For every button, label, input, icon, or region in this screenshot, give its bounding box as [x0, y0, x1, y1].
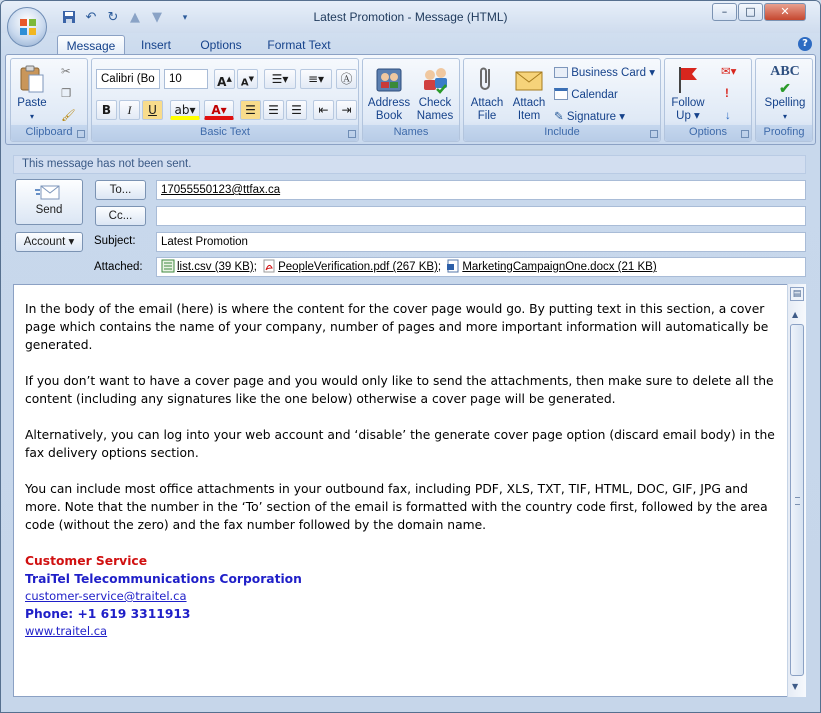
scroll-down-icon[interactable]: ▼	[792, 682, 799, 691]
cc-field[interactable]	[156, 206, 806, 226]
signature-button[interactable]: ✎ Signature ▾	[554, 111, 626, 123]
body-paragraph: If you don’t want to have a cover page and you would only like to send the attachments, then make sure to delete all the content (including any signatures like the one below) otherwise a cover page will be generated.	[25, 374, 774, 406]
flag-icon	[672, 63, 704, 95]
office-button[interactable]	[7, 7, 47, 47]
proofing-group-label: Proofing	[756, 125, 812, 141]
signature-block	[25, 552, 785, 640]
vertical-scrollbar[interactable]	[787, 284, 806, 697]
font-size-select[interactable]: 10	[164, 69, 208, 89]
body-paragraph: In the body of the email (here) is where the content for the cover page would go. By putting text in this section, a cover page which contains the name of your company, number of pages and more important information will automatically be generated.	[25, 302, 769, 352]
office-logo-icon	[19, 18, 37, 36]
basic-text-group-label: Basic Text	[92, 125, 358, 141]
tab-insert[interactable]: Insert	[140, 38, 171, 52]
follow-up-label-2: Up	[676, 110, 691, 122]
clipboard-group-label: Clipboard	[11, 125, 87, 141]
highlight-icon[interactable]: ab▾	[170, 100, 200, 120]
paste-icon	[16, 63, 48, 95]
help-icon[interactable]: ?	[798, 37, 812, 51]
ribbon	[5, 54, 816, 145]
include-dialog-launcher[interactable]	[650, 130, 658, 138]
format-painter-icon[interactable]: 🖌	[61, 110, 76, 122]
font-color-icon[interactable]: A▾	[204, 100, 234, 120]
address-book-label-2: Book	[375, 110, 403, 122]
close-button[interactable]: ✕	[764, 3, 806, 21]
follow-up-button[interactable]: Follow Up ▾	[667, 63, 709, 123]
customize-quick-access-icon[interactable]: ▾	[182, 13, 188, 23]
pdf-file-icon	[262, 259, 276, 273]
decrease-indent-icon[interactable]: ⇤	[313, 100, 334, 120]
attach-item-label-1: Attach	[512, 97, 546, 109]
attachment-name[interactable]: MarketingCampaignOne.docx (21 KB)	[462, 261, 657, 273]
attachment-item[interactable]	[262, 258, 441, 276]
message-body-text	[25, 300, 785, 640]
attachment-name[interactable]: list.csv (39 KB)	[177, 261, 254, 273]
attach-file-label-1: Attach	[470, 97, 504, 109]
italic-icon[interactable]: I	[119, 100, 140, 120]
attached-label: Attached:	[94, 261, 143, 273]
body-paragraph: You can include most office attachments in your outbound fax, including PDF, XLS, TXT, TIF, HTML, DOC, GIF, JPG and more. Note that the number in the ‘To’ section of the email is formatted with the country code first, followed by the area code (without the zero) and the fax number followed by the domain name.	[25, 482, 768, 532]
align-center-icon[interactable]: ☰	[263, 100, 284, 120]
include-group	[463, 58, 661, 142]
attach-item-label-2: Item	[517, 110, 541, 122]
attach-item-button[interactable]	[508, 63, 550, 123]
font-name-select[interactable]: Calibri (Bo	[96, 69, 160, 89]
paste-button[interactable]	[15, 63, 49, 123]
tab-message[interactable]: Message	[57, 35, 125, 55]
scrollbar-thumb[interactable]	[790, 324, 804, 676]
business-card-button[interactable]: Business Card ▾	[554, 64, 655, 82]
body-paragraph: Alternatively, you can log into your web account and ‘disable’ the generate cover page option (discard email body) in the fax delivery options section.	[25, 428, 775, 460]
to-field[interactable]: 17055550123@ttfax.ca	[156, 180, 806, 200]
calendar-button[interactable]	[554, 86, 618, 104]
attachments-field	[156, 257, 806, 277]
send-label: Send	[35, 204, 63, 216]
ruler-toggle-icon[interactable]: ▤	[790, 287, 804, 301]
attachment-separator: ;	[253, 261, 257, 273]
names-group	[362, 58, 460, 142]
ribbon-tabs	[1, 33, 820, 55]
spelling-label: Spelling	[764, 97, 806, 109]
paste-label: Paste	[17, 97, 47, 109]
attachment-item[interactable]	[161, 258, 257, 276]
check-names-label-2: Names	[416, 110, 454, 122]
undo-icon[interactable]: ↶	[85, 10, 97, 25]
calendar-label: Calendar	[571, 89, 618, 101]
check-names-button[interactable]	[413, 63, 457, 123]
clipboard-dialog-launcher[interactable]	[77, 130, 85, 138]
increase-indent-icon[interactable]: ⇥	[336, 100, 357, 120]
align-right-icon[interactable]: ☰	[286, 100, 307, 120]
attachment-name[interactable]: PeopleVerification.pdf (267 KB)	[278, 261, 438, 273]
names-group-label: Names	[363, 125, 459, 141]
options-dialog-launcher[interactable]	[741, 130, 749, 138]
scrollbar-grip	[795, 497, 800, 505]
send-envelope-icon	[35, 184, 63, 202]
paste-dropdown-icon[interactable]: ▾	[29, 112, 34, 121]
include-group-label: Include	[464, 125, 660, 141]
styles-icon[interactable]: Ⓐ	[336, 69, 357, 89]
redo-icon[interactable]: ↻	[107, 10, 119, 25]
spelling-button[interactable]: ABC ✔ Spelling ▾	[758, 63, 812, 123]
grow-font-icon[interactable]: A▲	[214, 69, 235, 89]
signature-website-link[interactable]: www.traitel.ca	[25, 624, 108, 638]
subject-label: Subject:	[94, 235, 136, 247]
info-bar: This message has not been sent.	[13, 155, 806, 174]
attachment-separator: ;	[437, 261, 442, 273]
address-book-label-1: Address	[367, 97, 411, 109]
business-card-icon	[554, 67, 568, 78]
envelope-attach-icon	[513, 63, 545, 95]
message-body[interactable]	[13, 284, 806, 697]
attach-file-button[interactable]	[466, 63, 508, 123]
account-button[interactable]: Account ▾	[15, 232, 83, 252]
signature-company: TraiTel Telecommunications Corporation	[25, 572, 302, 586]
account-label: Account	[23, 236, 66, 248]
signature-department: Customer Service	[25, 554, 148, 568]
send-button[interactable]	[15, 179, 83, 225]
subject-field[interactable]: Latest Promotion	[156, 232, 806, 252]
cut-icon[interactable]: ✂	[61, 66, 71, 78]
previous-item-icon[interactable]: ▲	[130, 10, 140, 25]
options-group	[664, 58, 752, 142]
paperclip-icon	[471, 63, 503, 95]
low-importance-icon[interactable]: ↓	[725, 110, 731, 122]
numbering-icon[interactable]: ≡▾	[300, 69, 332, 89]
copy-icon[interactable]: ❐	[61, 88, 72, 100]
basic-text-group	[91, 58, 359, 142]
maximize-button[interactable]: □	[738, 3, 763, 21]
bold-icon[interactable]: B	[96, 100, 117, 120]
next-item-icon[interactable]: ▼	[152, 10, 162, 25]
check-names-label-1: Check	[418, 97, 452, 109]
check-names-icon	[419, 63, 451, 95]
tab-options[interactable]: Options	[200, 38, 242, 52]
attach-file-label-2: File	[477, 110, 497, 122]
signature-icon: ✎	[554, 111, 564, 123]
window-title: Latest Promotion - Message (HTML)	[313, 10, 508, 24]
spelling-abc-text: ABC	[770, 64, 800, 79]
address-book-icon	[373, 63, 405, 95]
csv-file-icon	[161, 259, 175, 273]
bullets-icon[interactable]: ☰▾	[264, 69, 296, 89]
high-importance-icon[interactable]: !	[725, 88, 729, 100]
align-left-icon[interactable]: ☰	[240, 100, 261, 120]
shrink-font-icon[interactable]: A▼	[237, 69, 258, 89]
attachment-item[interactable]	[446, 258, 656, 276]
title-bar	[1, 1, 820, 33]
proofing-group	[755, 58, 813, 142]
minimize-button[interactable]: –	[712, 3, 737, 21]
underline-icon[interactable]: U	[142, 100, 163, 120]
follow-up-menu-icon[interactable]: ✉▾	[721, 66, 737, 78]
signature-label: Signature	[566, 111, 617, 123]
scroll-up-icon[interactable]: ▲	[792, 310, 799, 319]
follow-up-label-1: Follow	[671, 97, 705, 109]
signature-email-link[interactable]: customer-service@traitel.ca	[25, 589, 187, 603]
calendar-icon	[554, 88, 568, 100]
spelling-icon: ABC ✔	[770, 64, 800, 97]
clipboard-group	[10, 58, 88, 142]
signature-phone: Phone: +1 619 3311913	[25, 607, 191, 621]
options-group-label: Options	[665, 125, 751, 141]
cc-button[interactable]: Cc...	[95, 206, 146, 226]
basic-text-dialog-launcher[interactable]	[348, 130, 356, 138]
to-button[interactable]: To...	[95, 180, 146, 200]
tab-format-text[interactable]: Format Text	[267, 38, 331, 52]
business-card-label: Business Card	[571, 67, 646, 79]
docx-file-icon	[446, 259, 460, 273]
address-book-button[interactable]	[367, 63, 411, 123]
